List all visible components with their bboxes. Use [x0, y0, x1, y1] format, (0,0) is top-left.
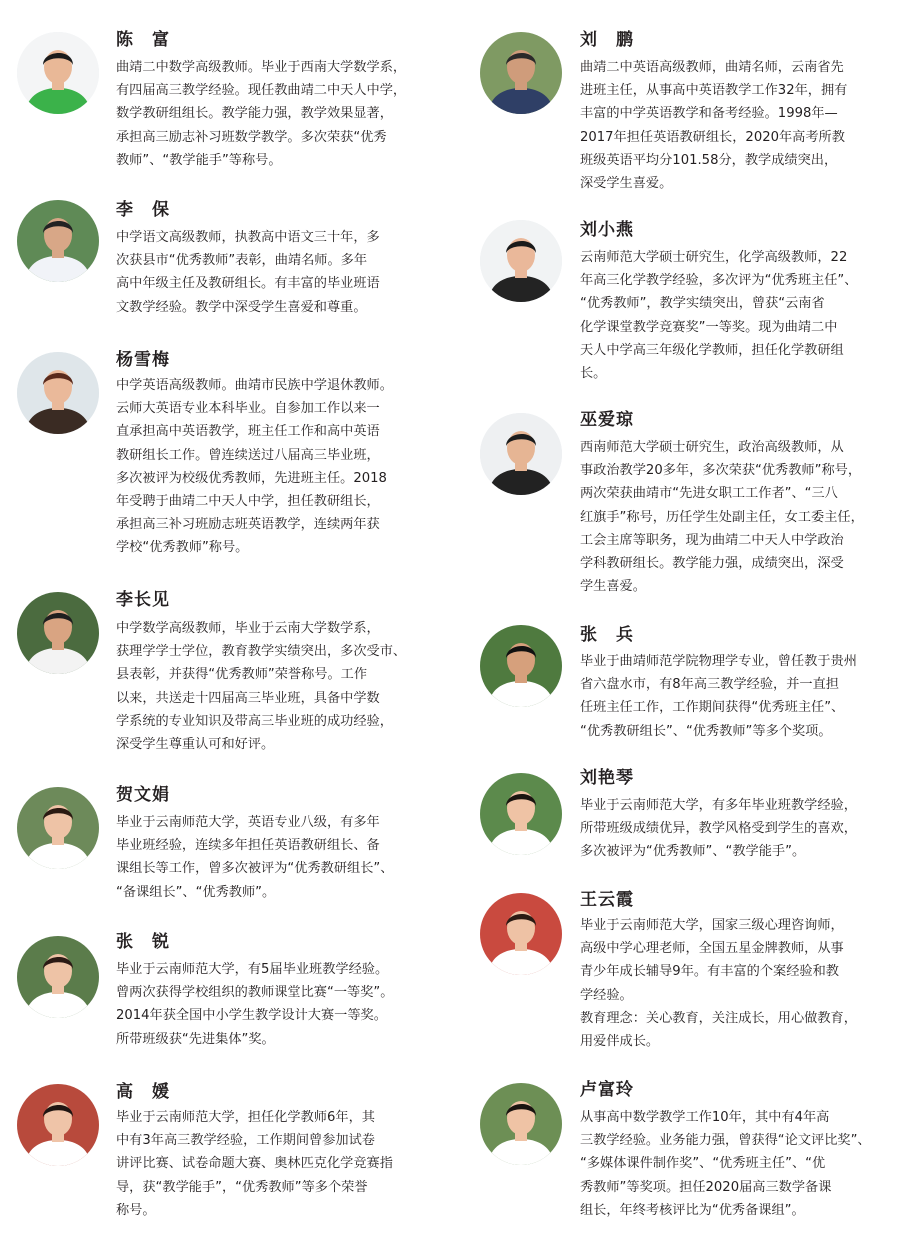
bio-line: 秀教师”等奖项。担任2020届高三数学备课 [580, 1179, 832, 1195]
bio-line: 毕业于云南师范大学，担任化学教师6年，其 [116, 1110, 375, 1125]
bio-line: 曲靖二中英语高级教师，曲靖名师，云南省先 [580, 60, 844, 75]
teacher-name: 巫爱琼 [580, 410, 634, 430]
bio-line: 从事高中数学教学工作10年，其中有4年高 [580, 1110, 830, 1125]
bio-line: 中学英语高级教师。曲靖市民族中学退休教师。 [116, 378, 393, 393]
bio-line: 教研组长工作。曾连续送过八届高三毕业班， [116, 447, 380, 463]
bio-line: 三教学经验。业务能力强，曾获得“论文评比奖”、 [580, 1133, 871, 1149]
teacher-photo [17, 592, 99, 674]
bio-line: 毕业于云南师范大学，有多年毕业班教学经验， [580, 798, 857, 813]
bio-line: 直承担高中英语教学，班主任工作和高中英语 [116, 424, 380, 440]
bio-line: 课组长等工作，曾多次被评为“优秀教研组长”、 [116, 861, 394, 877]
bio-line: 毕业于云南师范大学，有5届毕业班教学经验。 [116, 962, 389, 977]
bio-line: 组长，年终考核评比为“优秀备课组”。 [580, 1202, 805, 1218]
teacher-name: 贺文娟 [116, 785, 170, 805]
teacher-bio [116, 1106, 393, 1222]
bio-line: 化学课堂教学竞赛奖”一等奖。现为曲靖二中 [580, 319, 838, 335]
teacher-photo [17, 787, 99, 869]
bio-line: 承担高三励志补习班数学教学。多次荣获“优秀 [116, 129, 387, 145]
bio-line: 两次荣获曲靖市“先进女职工工作者”、“三八 [580, 486, 838, 502]
teacher-bio [116, 617, 406, 756]
bio-line: 云师大英语专业本科毕业。自参加工作以来一 [116, 401, 380, 417]
teacher-photo [480, 1083, 562, 1165]
teacher-bio [580, 436, 864, 598]
teacher-name: 刘 鹏 [580, 30, 634, 50]
bio-line: 多次被评为校级优秀教师，先进班主任。2018 [116, 470, 387, 486]
teacher-bio [580, 650, 857, 743]
bio-line: 承担高三补习班励志班英语教学，连续两年获 [116, 517, 380, 533]
bio-line: 中学语文高级教师，执教高中语文三十年，多 [116, 230, 380, 245]
bio-line: 长。 [580, 366, 607, 382]
bio-line: “优秀教研组长”、“优秀教师”等多个奖项。 [580, 723, 832, 739]
bio-line: 工会主席等职务，现为曲靖二中天人中学政治 [580, 532, 844, 548]
bio-line: 2014年获全国中小学生教学设计大赛一等奖。 [116, 1008, 387, 1024]
bio-line: 毕业于曲靖师范学院物理学专业，曾任教于贵州 [580, 654, 857, 669]
bio-line: 称号。 [116, 1202, 156, 1218]
bio-line: 红旗手”称号，历任学生处副主任，女工委主任， [580, 509, 864, 525]
bio-line: 深受学生尊重认可和好评。 [116, 737, 275, 753]
bio-line: 曲靖二中数学高级教师。毕业于西南大学数学系， [116, 60, 407, 75]
bio-line: “多媒体课件制作奖”、“优秀班主任”、“优 [580, 1156, 826, 1172]
teacher-photo [480, 32, 562, 114]
bio-line: 次获县市“优秀教师”表彰，曲靖名师。多年 [116, 253, 368, 269]
bio-line: 2017年担任英语教研组长，2020年高考所教 [580, 129, 845, 145]
bio-line: 学校“优秀教师”称号。 [116, 540, 249, 556]
teacher-name: 李长见 [116, 590, 170, 610]
teacher-photo [480, 893, 562, 975]
teacher-name: 陈 富 [116, 30, 170, 50]
teacher-name: 高 媛 [116, 1082, 170, 1102]
bio-line: 多次被评为“优秀教师”、“教学能手”。 [580, 844, 806, 860]
teacher-bio [580, 794, 857, 864]
teacher-bio [116, 374, 393, 560]
bio-line: 高级中学心理老师，全国五星金牌教师，从事 [580, 941, 844, 957]
teacher-photo [17, 352, 99, 434]
bio-line: 中有3年高三教学经验，工作期间曾参加试卷 [116, 1133, 375, 1149]
teacher-photo [17, 32, 99, 114]
teacher-bio [116, 811, 393, 904]
bio-line: 高中年级主任及教研组长。有丰富的毕业班语 [116, 276, 380, 292]
teacher-bio [116, 226, 380, 319]
bio-line: 丰富的中学英语教学和备考经验。1998年— [580, 106, 838, 122]
teacher-photo [480, 413, 562, 495]
bio-line: 学生喜爱。 [580, 579, 646, 595]
bio-line: 学科教研组长。教学能力强，成绩突出，深受 [580, 556, 844, 572]
bio-line: 曾两次获得学校组织的教师课堂比赛“一等奖”。 [116, 985, 394, 1001]
teacher-bio [116, 958, 393, 1051]
bio-line: 中学数学高级教师，毕业于云南大学数学系， [116, 621, 380, 636]
teacher-photo [480, 220, 562, 302]
bio-line: “优秀教师”，教学实绩突出，曾获“云南省 [580, 296, 825, 312]
bio-line: 毕业于云南师范大学，国家三级心理咨询师， [580, 918, 844, 933]
bio-line: 毕业于云南师范大学，英语专业八级，有多年 [116, 815, 380, 830]
teacher-photo [17, 936, 99, 1018]
bio-line: 省六盘水市，有8年高三教学经验，并一直担 [580, 677, 839, 693]
teacher-photo [480, 773, 562, 855]
bio-line: 以来，共送走十四届高三毕业班，具备中学数 [116, 690, 380, 706]
teacher-photo [480, 625, 562, 707]
teacher-bio [580, 1106, 871, 1222]
bio-line: 进班主任，从事高中英语教学工作32年，拥有 [580, 83, 848, 99]
bio-line: 导，获“教学能手”，“优秀教师”等多个荣誉 [116, 1179, 368, 1195]
bio-line: 所带班级成绩优异，教学风格受到学生的喜欢， [580, 821, 857, 837]
bio-line: 县表彰，并获得“优秀教师”荣誉称号。工作 [116, 667, 368, 683]
teacher-name: 李 保 [116, 200, 170, 220]
bio-line: 班级英语平均分101.58分，教学成绩突出， [580, 152, 838, 168]
teacher-name: 张 兵 [580, 625, 634, 645]
bio-line: 事政治教学20多年，多次荣获“优秀教师”称号， [580, 463, 862, 479]
teacher-name: 刘小燕 [580, 220, 634, 240]
bio-line: 学经验。 [580, 987, 633, 1003]
bio-line: 用爱伴成长。 [580, 1034, 660, 1050]
bio-line: 西南师范大学硕士研究生，政治高级教师，从 [580, 440, 844, 455]
teacher-bio [116, 56, 406, 172]
teacher-bio [580, 914, 857, 1053]
bio-line: 云南师范大学硕士研究生，化学高级教师，22 [580, 250, 848, 265]
bio-line: “备课组长”、“优秀教师”。 [116, 884, 276, 900]
teacher-name: 王云霞 [580, 890, 634, 910]
teacher-bio [580, 56, 847, 195]
teacher-photo [17, 1084, 99, 1166]
bio-line: 天人中学高三年级化学教师，担任化学教研组 [580, 342, 844, 358]
bio-line: 教育理念：关心教育，关注成长，用心做教育， [580, 1010, 857, 1026]
teacher-name: 杨雪梅 [116, 350, 170, 370]
teacher-bio [580, 246, 857, 385]
teacher-name: 刘艳琴 [580, 768, 634, 788]
bio-line: 年受聘于曲靖二中天人中学，担任教研组长， [116, 494, 380, 510]
teacher-name: 卢富玲 [580, 1080, 634, 1100]
teacher-name: 张 锐 [116, 932, 170, 952]
bio-line: 获理学学士学位，教育教学实绩突出，多次受市、 [116, 644, 407, 660]
bio-line: 文教学经验。教学中深受学生喜爱和尊重。 [116, 299, 367, 315]
bio-line: 讲评比赛、试卷命题大赛、奥林匹克化学竞赛指 [116, 1156, 393, 1172]
bio-line: 数学教研组组长。教学能力强，教学效果显著， [116, 106, 393, 122]
bio-line: 年高三化学教学经验，多次评为“优秀班主任”、 [580, 273, 858, 289]
bio-line: 任班主任工作，工作期间获得“优秀班主任”、 [580, 700, 845, 716]
bio-line: 教师”、“教学能手”等称号。 [116, 152, 282, 168]
bio-line: 有四届高三教学经验。现任教曲靖二中天人中学， [116, 83, 407, 99]
bio-line: 学系统的专业知识及带高三毕业班的成功经验， [116, 713, 393, 729]
bio-line: 青少年成长辅导9年。有丰富的个案经验和教 [580, 964, 839, 980]
bio-line: 毕业班经验，连续多年担任英语教研组长、备 [116, 838, 380, 854]
bio-line: 深受学生喜爱。 [580, 176, 673, 192]
teacher-photo [17, 200, 99, 282]
bio-line: 所带班级获“先进集体”奖。 [116, 1031, 275, 1047]
